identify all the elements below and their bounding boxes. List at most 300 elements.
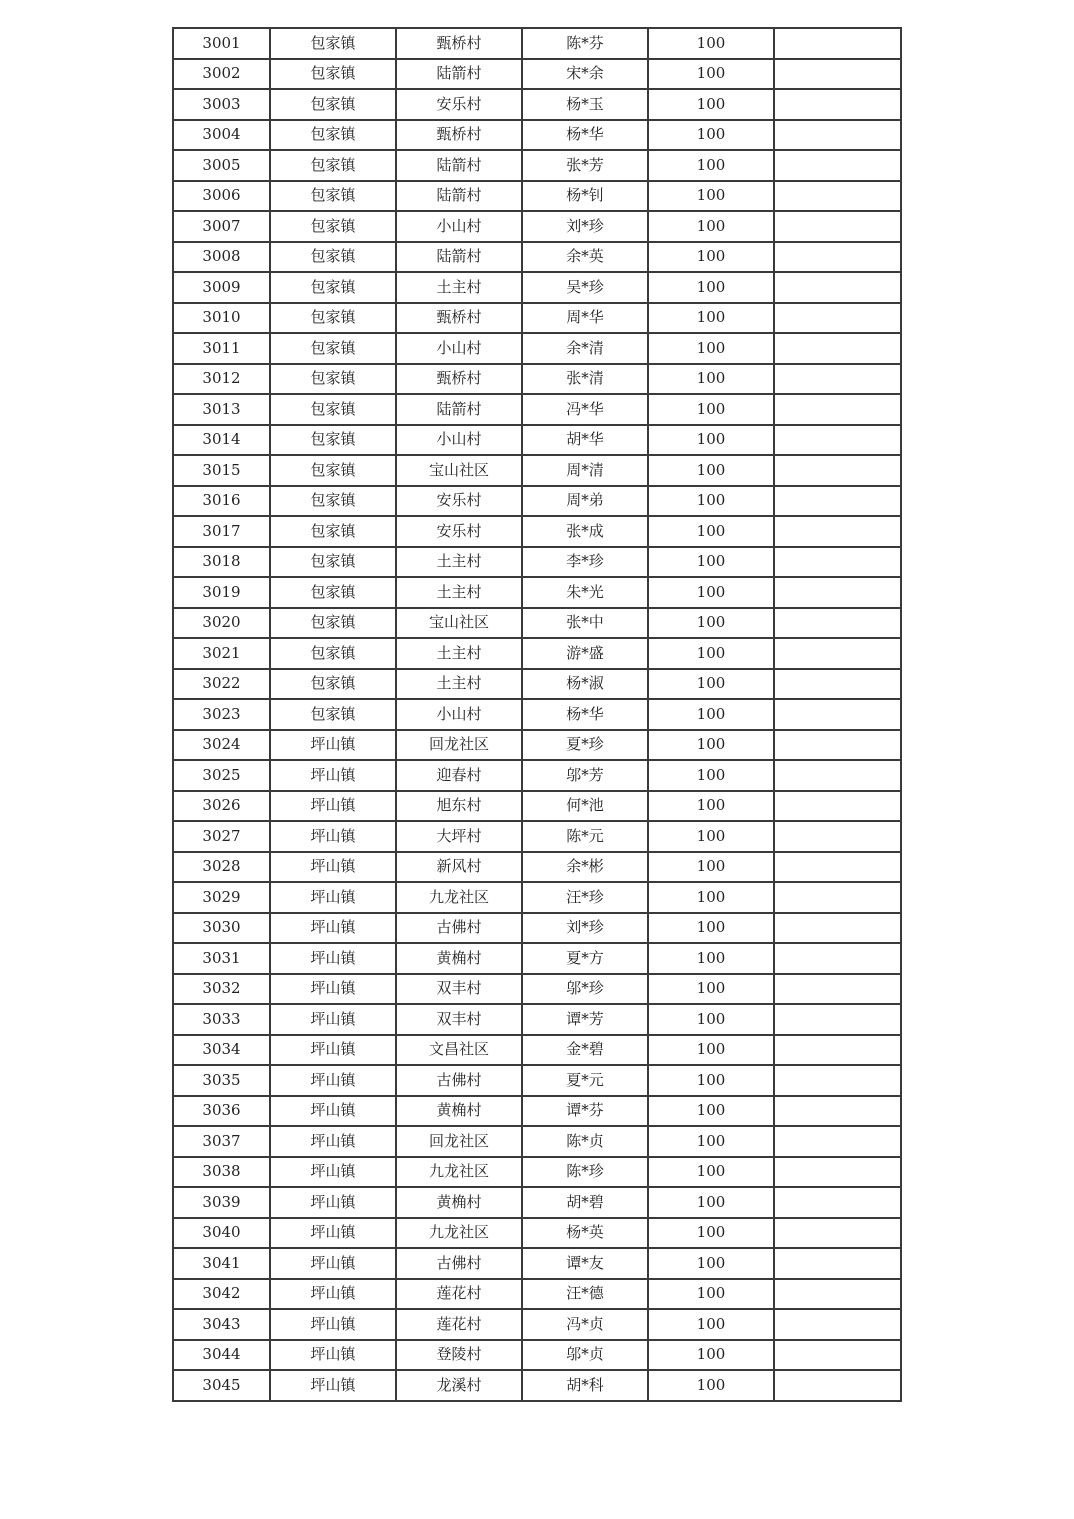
cell-remark [774,181,901,212]
cell-town: 坪山镇 [270,1279,396,1310]
cell-town: 坪山镇 [270,791,396,822]
cell-village: 陆箭村 [396,59,522,90]
cell-name: 刘*珍 [522,913,648,944]
cell-town: 坪山镇 [270,852,396,883]
table-row [173,1035,901,1066]
cell-name: 周*华 [522,303,648,334]
cell-remark [774,120,901,151]
cell-number: 3039 [173,1187,270,1218]
cell-remark [774,730,901,761]
cell-village: 登陵村 [396,1340,522,1371]
cell-name: 杨*钊 [522,181,648,212]
cell-number: 3024 [173,730,270,761]
table-row [173,669,901,700]
cell-amount: 100 [648,608,774,639]
cell-amount: 100 [648,699,774,730]
cell-amount: 100 [648,1218,774,1249]
cell-number: 3032 [173,974,270,1005]
cell-number: 3036 [173,1096,270,1127]
cell-name: 胡*碧 [522,1187,648,1218]
cell-number: 3022 [173,669,270,700]
cell-village: 土主村 [396,638,522,669]
cell-remark [774,303,901,334]
cell-town: 坪山镇 [270,760,396,791]
cell-name: 张*芳 [522,150,648,181]
cell-number: 3004 [173,120,270,151]
cell-number: 3019 [173,577,270,608]
table-row [173,1065,901,1096]
cell-village: 陆箭村 [396,242,522,273]
table-row [173,181,901,212]
cell-remark [774,1126,901,1157]
cell-village: 陆箭村 [396,150,522,181]
cell-amount: 100 [648,913,774,944]
cell-name: 何*池 [522,791,648,822]
cell-amount: 100 [648,303,774,334]
cell-town: 坪山镇 [270,1096,396,1127]
table-row [173,1248,901,1279]
cell-remark [774,760,901,791]
cell-remark [774,1096,901,1127]
cell-remark [774,425,901,456]
cell-number: 3010 [173,303,270,334]
cell-amount: 100 [648,89,774,120]
cell-number: 3044 [173,1340,270,1371]
cell-village: 龙溪村 [396,1370,522,1401]
cell-town: 坪山镇 [270,913,396,944]
cell-amount: 100 [648,364,774,395]
cell-remark [774,1218,901,1249]
cell-amount: 100 [648,1370,774,1401]
cell-village: 小山村 [396,211,522,242]
cell-name: 冯*华 [522,394,648,425]
cell-number: 3045 [173,1370,270,1401]
cell-amount: 100 [648,425,774,456]
cell-amount: 100 [648,1035,774,1066]
cell-remark [774,577,901,608]
cell-name: 陈*芬 [522,28,648,59]
cell-village: 黄桷村 [396,1187,522,1218]
cell-amount: 100 [648,821,774,852]
table-row [173,1279,901,1310]
cell-village: 陆箭村 [396,394,522,425]
cell-amount: 100 [648,1004,774,1035]
cell-name: 张*成 [522,516,648,547]
cell-number: 3018 [173,547,270,578]
cell-town: 包家镇 [270,120,396,151]
table-row [173,1126,901,1157]
cell-town: 坪山镇 [270,882,396,913]
cell-remark [774,638,901,669]
cell-amount: 100 [648,333,774,364]
cell-remark [774,608,901,639]
cell-town: 坪山镇 [270,1126,396,1157]
cell-amount: 100 [648,181,774,212]
cell-village: 大坪村 [396,821,522,852]
cell-amount: 100 [648,1279,774,1310]
cell-number: 3028 [173,852,270,883]
cell-town: 包家镇 [270,333,396,364]
cell-remark [774,1187,901,1218]
cell-amount: 100 [648,150,774,181]
cell-number: 3003 [173,89,270,120]
cell-number: 3011 [173,333,270,364]
cell-number: 3027 [173,821,270,852]
cell-amount: 100 [648,486,774,517]
table-row [173,364,901,395]
cell-amount: 100 [648,760,774,791]
cell-name: 谭*芳 [522,1004,648,1035]
cell-name: 陈*元 [522,821,648,852]
cell-name: 杨*玉 [522,89,648,120]
cell-amount: 100 [648,59,774,90]
cell-village: 双丰村 [396,974,522,1005]
cell-town: 坪山镇 [270,1309,396,1340]
cell-name: 吴*珍 [522,272,648,303]
cell-name: 朱*光 [522,577,648,608]
cell-remark [774,1340,901,1371]
cell-town: 包家镇 [270,89,396,120]
cell-amount: 100 [648,1126,774,1157]
cell-town: 坪山镇 [270,974,396,1005]
cell-name: 张*中 [522,608,648,639]
cell-number: 3014 [173,425,270,456]
table-row [173,425,901,456]
cell-amount: 100 [648,791,774,822]
cell-amount: 100 [648,669,774,700]
cell-number: 3013 [173,394,270,425]
cell-village: 黄桷村 [396,943,522,974]
cell-name: 余*彬 [522,852,648,883]
cell-amount: 100 [648,974,774,1005]
table-row [173,608,901,639]
cell-number: 3031 [173,943,270,974]
table-row [173,943,901,974]
cell-remark [774,1065,901,1096]
cell-amount: 100 [648,1187,774,1218]
cell-name: 杨*淑 [522,669,648,700]
cell-number: 3037 [173,1126,270,1157]
cell-number: 3035 [173,1065,270,1096]
cell-amount: 100 [648,638,774,669]
table-row [173,852,901,883]
cell-remark [774,1157,901,1188]
cell-number: 3038 [173,1157,270,1188]
cell-remark [774,882,901,913]
cell-village: 迎春村 [396,760,522,791]
cell-remark [774,1370,901,1401]
cell-number: 3026 [173,791,270,822]
cell-name: 夏*元 [522,1065,648,1096]
cell-remark [774,974,901,1005]
cell-number: 3006 [173,181,270,212]
cell-village: 旭东村 [396,791,522,822]
cell-name: 刘*珍 [522,211,648,242]
cell-village: 回龙社区 [396,730,522,761]
cell-remark [774,333,901,364]
cell-name: 夏*方 [522,943,648,974]
cell-town: 坪山镇 [270,1035,396,1066]
cell-town: 包家镇 [270,638,396,669]
cell-number: 3009 [173,272,270,303]
table-row [173,333,901,364]
cell-name: 谭*友 [522,1248,648,1279]
table-row [173,1096,901,1127]
table-row [173,1370,901,1401]
cell-village: 古佛村 [396,1065,522,1096]
cell-remark [774,394,901,425]
table-row [173,1340,901,1371]
cell-town: 坪山镇 [270,1187,396,1218]
cell-name: 余*英 [522,242,648,273]
table-row [173,59,901,90]
cell-town: 坪山镇 [270,1157,396,1188]
table-row [173,272,901,303]
cell-amount: 100 [648,120,774,151]
cell-town: 坪山镇 [270,943,396,974]
cell-remark [774,516,901,547]
cell-village: 小山村 [396,333,522,364]
table-row [173,211,901,242]
cell-amount: 100 [648,394,774,425]
cell-village: 宝山社区 [396,608,522,639]
cell-town: 包家镇 [270,181,396,212]
cell-town: 坪山镇 [270,821,396,852]
table-row [173,89,901,120]
cell-remark [774,28,901,59]
cell-amount: 100 [648,1157,774,1188]
cell-village: 土主村 [396,669,522,700]
cell-village: 莲花村 [396,1279,522,1310]
cell-town: 包家镇 [270,242,396,273]
cell-name: 陈*珍 [522,1157,648,1188]
cell-name: 李*珍 [522,547,648,578]
cell-name: 杨*英 [522,1218,648,1249]
cell-town: 坪山镇 [270,1065,396,1096]
cell-remark [774,852,901,883]
cell-name: 金*碧 [522,1035,648,1066]
cell-village: 古佛村 [396,913,522,944]
table-row [173,1004,901,1035]
cell-town: 坪山镇 [270,1218,396,1249]
cell-number: 3001 [173,28,270,59]
cell-village: 土主村 [396,547,522,578]
cell-village: 九龙社区 [396,1218,522,1249]
cell-village: 双丰村 [396,1004,522,1035]
cell-remark [774,669,901,700]
cell-amount: 100 [648,1248,774,1279]
cell-village: 甄桥村 [396,120,522,151]
cell-town: 包家镇 [270,425,396,456]
cell-village: 安乐村 [396,516,522,547]
cell-remark [774,943,901,974]
cell-amount: 100 [648,547,774,578]
cell-village: 陆箭村 [396,181,522,212]
table-row [173,486,901,517]
cell-name: 余*清 [522,333,648,364]
cell-amount: 100 [648,242,774,273]
cell-remark [774,1309,901,1340]
cell-name: 邬*珍 [522,974,648,1005]
cell-town: 坪山镇 [270,1004,396,1035]
cell-remark [774,791,901,822]
cell-town: 包家镇 [270,516,396,547]
cell-amount: 100 [648,882,774,913]
cell-village: 回龙社区 [396,1126,522,1157]
table-row [173,577,901,608]
table-row [173,760,901,791]
cell-town: 包家镇 [270,608,396,639]
cell-remark [774,59,901,90]
table-row [173,730,901,761]
cell-town: 包家镇 [270,28,396,59]
cell-village: 文昌社区 [396,1035,522,1066]
cell-name: 张*清 [522,364,648,395]
table-row [173,242,901,273]
cell-number: 3025 [173,760,270,791]
cell-remark [774,89,901,120]
cell-name: 游*盛 [522,638,648,669]
cell-number: 3002 [173,59,270,90]
cell-name: 周*清 [522,455,648,486]
cell-name: 陈*贞 [522,1126,648,1157]
cell-village: 土主村 [396,272,522,303]
cell-village: 莲花村 [396,1309,522,1340]
cell-remark [774,699,901,730]
cell-number: 3007 [173,211,270,242]
table-row [173,1157,901,1188]
cell-number: 3015 [173,455,270,486]
cell-town: 包家镇 [270,364,396,395]
cell-town: 包家镇 [270,577,396,608]
cell-village: 甄桥村 [396,28,522,59]
cell-name: 冯*贞 [522,1309,648,1340]
cell-amount: 100 [648,852,774,883]
cell-number: 3020 [173,608,270,639]
cell-remark [774,242,901,273]
cell-name: 周*弟 [522,486,648,517]
table-row [173,638,901,669]
cell-town: 包家镇 [270,547,396,578]
table-row [173,150,901,181]
cell-amount: 100 [648,28,774,59]
cell-amount: 100 [648,455,774,486]
table-body [173,28,901,1401]
table-row [173,547,901,578]
cell-name: 邬*芳 [522,760,648,791]
cell-remark [774,455,901,486]
cell-village: 土主村 [396,577,522,608]
cell-village: 甄桥村 [396,364,522,395]
cell-number: 3043 [173,1309,270,1340]
cell-town: 包家镇 [270,59,396,90]
cell-number: 3023 [173,699,270,730]
cell-town: 坪山镇 [270,1370,396,1401]
cell-town: 包家镇 [270,455,396,486]
cell-remark [774,150,901,181]
cell-remark [774,272,901,303]
cell-remark [774,211,901,242]
cell-amount: 100 [648,1340,774,1371]
cell-name: 夏*珍 [522,730,648,761]
cell-number: 3040 [173,1218,270,1249]
cell-village: 甄桥村 [396,303,522,334]
cell-number: 3016 [173,486,270,517]
cell-town: 包家镇 [270,699,396,730]
cell-amount: 100 [648,730,774,761]
cell-village: 九龙社区 [396,882,522,913]
cell-number: 3033 [173,1004,270,1035]
document-table [172,27,902,1402]
cell-number: 3008 [173,242,270,273]
cell-remark [774,486,901,517]
cell-remark [774,1004,901,1035]
cell-amount: 100 [648,1096,774,1127]
cell-town: 包家镇 [270,272,396,303]
cell-name: 邬*贞 [522,1340,648,1371]
cell-remark [774,1035,901,1066]
table-row [173,882,901,913]
cell-village: 安乐村 [396,89,522,120]
cell-remark [774,547,901,578]
cell-name: 汪*德 [522,1279,648,1310]
table-row [173,1309,901,1340]
table-row [173,455,901,486]
cell-village: 黄桷村 [396,1096,522,1127]
cell-town: 坪山镇 [270,1340,396,1371]
cell-village: 宝山社区 [396,455,522,486]
cell-amount: 100 [648,1309,774,1340]
table-row [173,1218,901,1249]
cell-village: 古佛村 [396,1248,522,1279]
table-row [173,394,901,425]
cell-remark [774,1279,901,1310]
cell-amount: 100 [648,272,774,303]
cell-name: 宋*余 [522,59,648,90]
cell-town: 包家镇 [270,394,396,425]
cell-town: 坪山镇 [270,730,396,761]
cell-number: 3017 [173,516,270,547]
table-row [173,28,901,59]
cell-amount: 100 [648,516,774,547]
table-row [173,516,901,547]
cell-number: 3029 [173,882,270,913]
cell-name: 谭*芬 [522,1096,648,1127]
cell-number: 3021 [173,638,270,669]
cell-town: 包家镇 [270,303,396,334]
table-row [173,303,901,334]
cell-name: 汪*珍 [522,882,648,913]
cell-number: 3030 [173,913,270,944]
cell-village: 小山村 [396,425,522,456]
cell-remark [774,364,901,395]
table-row [173,1187,901,1218]
table-row [173,974,901,1005]
cell-number: 3012 [173,364,270,395]
table-row [173,821,901,852]
cell-village: 新风村 [396,852,522,883]
table-row [173,791,901,822]
cell-amount: 100 [648,1065,774,1096]
cell-name: 胡*华 [522,425,648,456]
cell-number: 3041 [173,1248,270,1279]
cell-amount: 100 [648,943,774,974]
cell-village: 安乐村 [396,486,522,517]
cell-town: 包家镇 [270,486,396,517]
cell-town: 包家镇 [270,150,396,181]
cell-town: 包家镇 [270,669,396,700]
cell-name: 杨*华 [522,699,648,730]
